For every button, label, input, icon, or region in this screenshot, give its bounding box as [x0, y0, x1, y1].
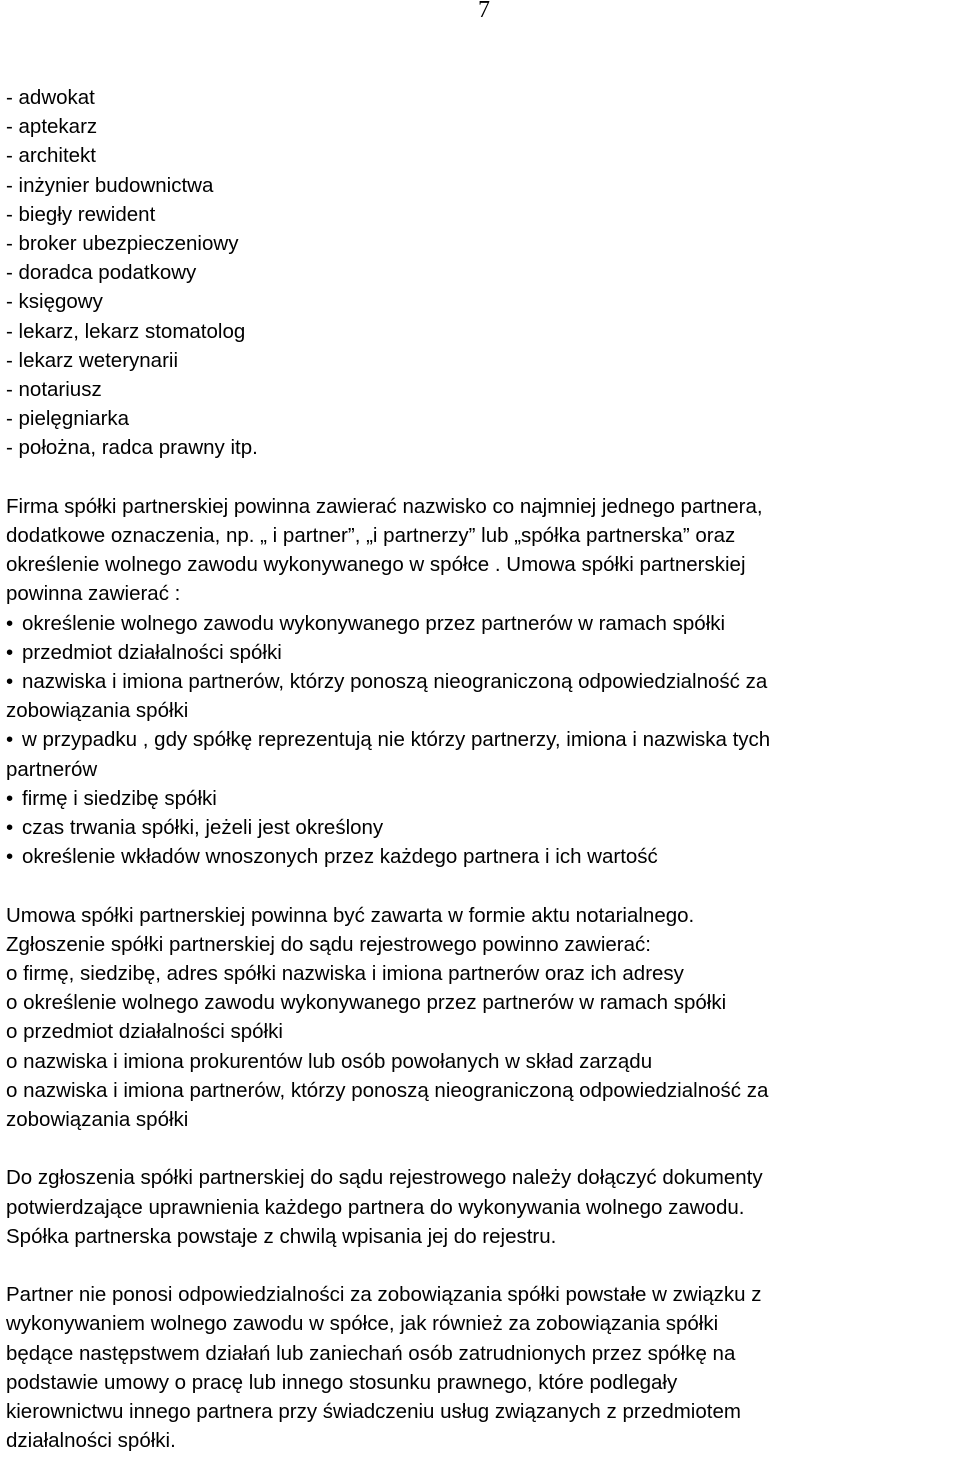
list-item: - pielęgniarka: [6, 407, 130, 431]
bullet-item: [6, 638, 956, 667]
list-item: - lekarz, lekarz stomatolog: [6, 319, 246, 343]
paragraph-gap: [6, 463, 956, 492]
bullet-text: określenie wolnego zawodu wykonywanego przez partnerów w ramach spółki: [22, 611, 726, 635]
paragraph-line: o nazwiska i imiona partnerów, którzy ponoszą nieograniczoną odpowiedzialność za: [6, 1078, 769, 1102]
bullet-continuation: partnerów: [6, 757, 98, 781]
liability-paragraph: [6, 1280, 956, 1455]
list-item: - aptekarz: [6, 115, 98, 139]
bullet-item: [6, 842, 956, 871]
paragraph-line: dodatkowe oznaczenia, np. „ i partner”, „i partnerzy” lub „spółka partnerska” oraz: [6, 524, 736, 548]
professions-list: [6, 83, 956, 463]
bullet-icon: •: [6, 786, 14, 810]
page-number: 7: [478, 0, 490, 23]
bullet-text: określenie wkładów wnoszonych przez każdego partnera i ich wartość: [22, 845, 658, 869]
bullet-text: w przypadku , gdy spółkę reprezentują nie którzy partnerzy, imiona i nazwiska tych: [22, 728, 771, 752]
bullet-icon: •: [6, 816, 14, 840]
bullet-text: nazwiska i imiona partnerów, którzy ponoszą nieograniczoną odpowiedzialność za: [22, 670, 768, 694]
bullet-icon: •: [6, 611, 14, 635]
paragraph-line: Firma spółki partnerskiej powinna zawierać nazwisko co najmniej jednego partnera,: [6, 494, 763, 518]
bullet-icon: •: [6, 845, 14, 869]
documents-paragraph: [6, 1163, 956, 1251]
bullet-icon: •: [6, 670, 14, 694]
bullet-item: [6, 784, 956, 813]
bullet-text: czas trwania spółki, jeżeli jest określony: [22, 816, 384, 840]
registration-paragraph: [6, 901, 956, 1135]
list-item: - doradca podatkowy: [6, 261, 197, 285]
bullet-icon: •: [6, 728, 14, 752]
paragraph-line: o firmę, siedzibę, adres spółki nazwiska i imiona partnerów oraz ich adresy: [6, 962, 684, 986]
bullet-item: [6, 725, 956, 754]
paragraph-line: kierownictwu innego partnera przy świadczeniu usług związanych z przedmiotem: [6, 1400, 741, 1424]
paragraph-line: zobowiązania spółki: [6, 1108, 189, 1132]
paragraph-line: Spółka partnerska powstaje z chwilą wpisania jej do rejestru.: [6, 1224, 557, 1248]
list-item: - adwokat: [6, 86, 95, 109]
bullet-text: firmę i siedzibę spółki: [22, 786, 217, 810]
document-body: [6, 83, 956, 1455]
paragraph-line: o nazwiska i imiona prokurentów lub osób powołanych w skład zarządu: [6, 1049, 653, 1073]
paragraph-line: Do zgłoszenia spółki partnerskiej do sądu rejestrowego należy dołączyć dokumenty: [6, 1166, 763, 1190]
paragraph-line: podstawie umowy o pracę lub innego stosunku prawnego, które podlegały: [6, 1370, 678, 1394]
paragraph-line: Umowa spółki partnerskiej powinna być zawarta w formie aktu notarialnego.: [6, 903, 695, 927]
paragraph-line: o określenie wolnego zawodu wykonywanego przez partnerów w ramach spółki: [6, 991, 727, 1015]
list-item: - architekt: [6, 144, 96, 168]
paragraph-line: o przedmiot działalności spółki: [6, 1020, 283, 1044]
firm-paragraph: [6, 492, 956, 609]
agreement-bullet-list: [6, 609, 956, 872]
paragraph-line: określenie wolnego zawodu wykonywanego w spółce . Umowa spółki partnerskiej: [6, 553, 746, 577]
paragraph-line: Zgłoszenie spółki partnerskiej do sądu rejestrowego powinno zawierać:: [6, 932, 651, 956]
paragraph-gap: [6, 1134, 956, 1163]
list-item: - inżynier budownictwa: [6, 173, 214, 197]
list-item: - biegły rewident: [6, 202, 156, 226]
bullet-text: przedmiot działalności spółki: [22, 640, 282, 664]
bullet-continuation: zobowiązania spółki: [6, 699, 189, 723]
paragraph-line: działalności spółki.: [6, 1429, 176, 1453]
bullet-icon: •: [6, 640, 14, 664]
paragraph-line: powinna zawierać :: [6, 582, 181, 606]
list-item: - lekarz weterynarii: [6, 348, 179, 372]
paragraph-gap: [6, 871, 956, 900]
bullet-item: [6, 813, 956, 842]
list-item: - księgowy: [6, 290, 103, 314]
paragraph-line: będące następstwem działań lub zaniechań osób zatrudnionych przez spółkę na: [6, 1341, 736, 1365]
list-item: - notariusz: [6, 378, 102, 402]
paragraph-line: wykonywaniem wolnego zawodu w spółce, jak również za zobowiązania spółki: [6, 1312, 719, 1336]
paragraph-line: Partner nie ponosi odpowiedzialności za zobowiązania spółki powstałe w związku z: [6, 1283, 762, 1307]
paragraph-line: potwierdzające uprawnienia każdego partnera do wykonywania wolnego zawodu.: [6, 1195, 745, 1219]
bullet-item: [6, 667, 956, 696]
list-item: - broker ubezpieczeniowy: [6, 232, 239, 256]
bullet-item: [6, 609, 956, 638]
list-item: - położna, radca prawny itp.: [6, 436, 258, 460]
paragraph-gap: [6, 1251, 956, 1280]
